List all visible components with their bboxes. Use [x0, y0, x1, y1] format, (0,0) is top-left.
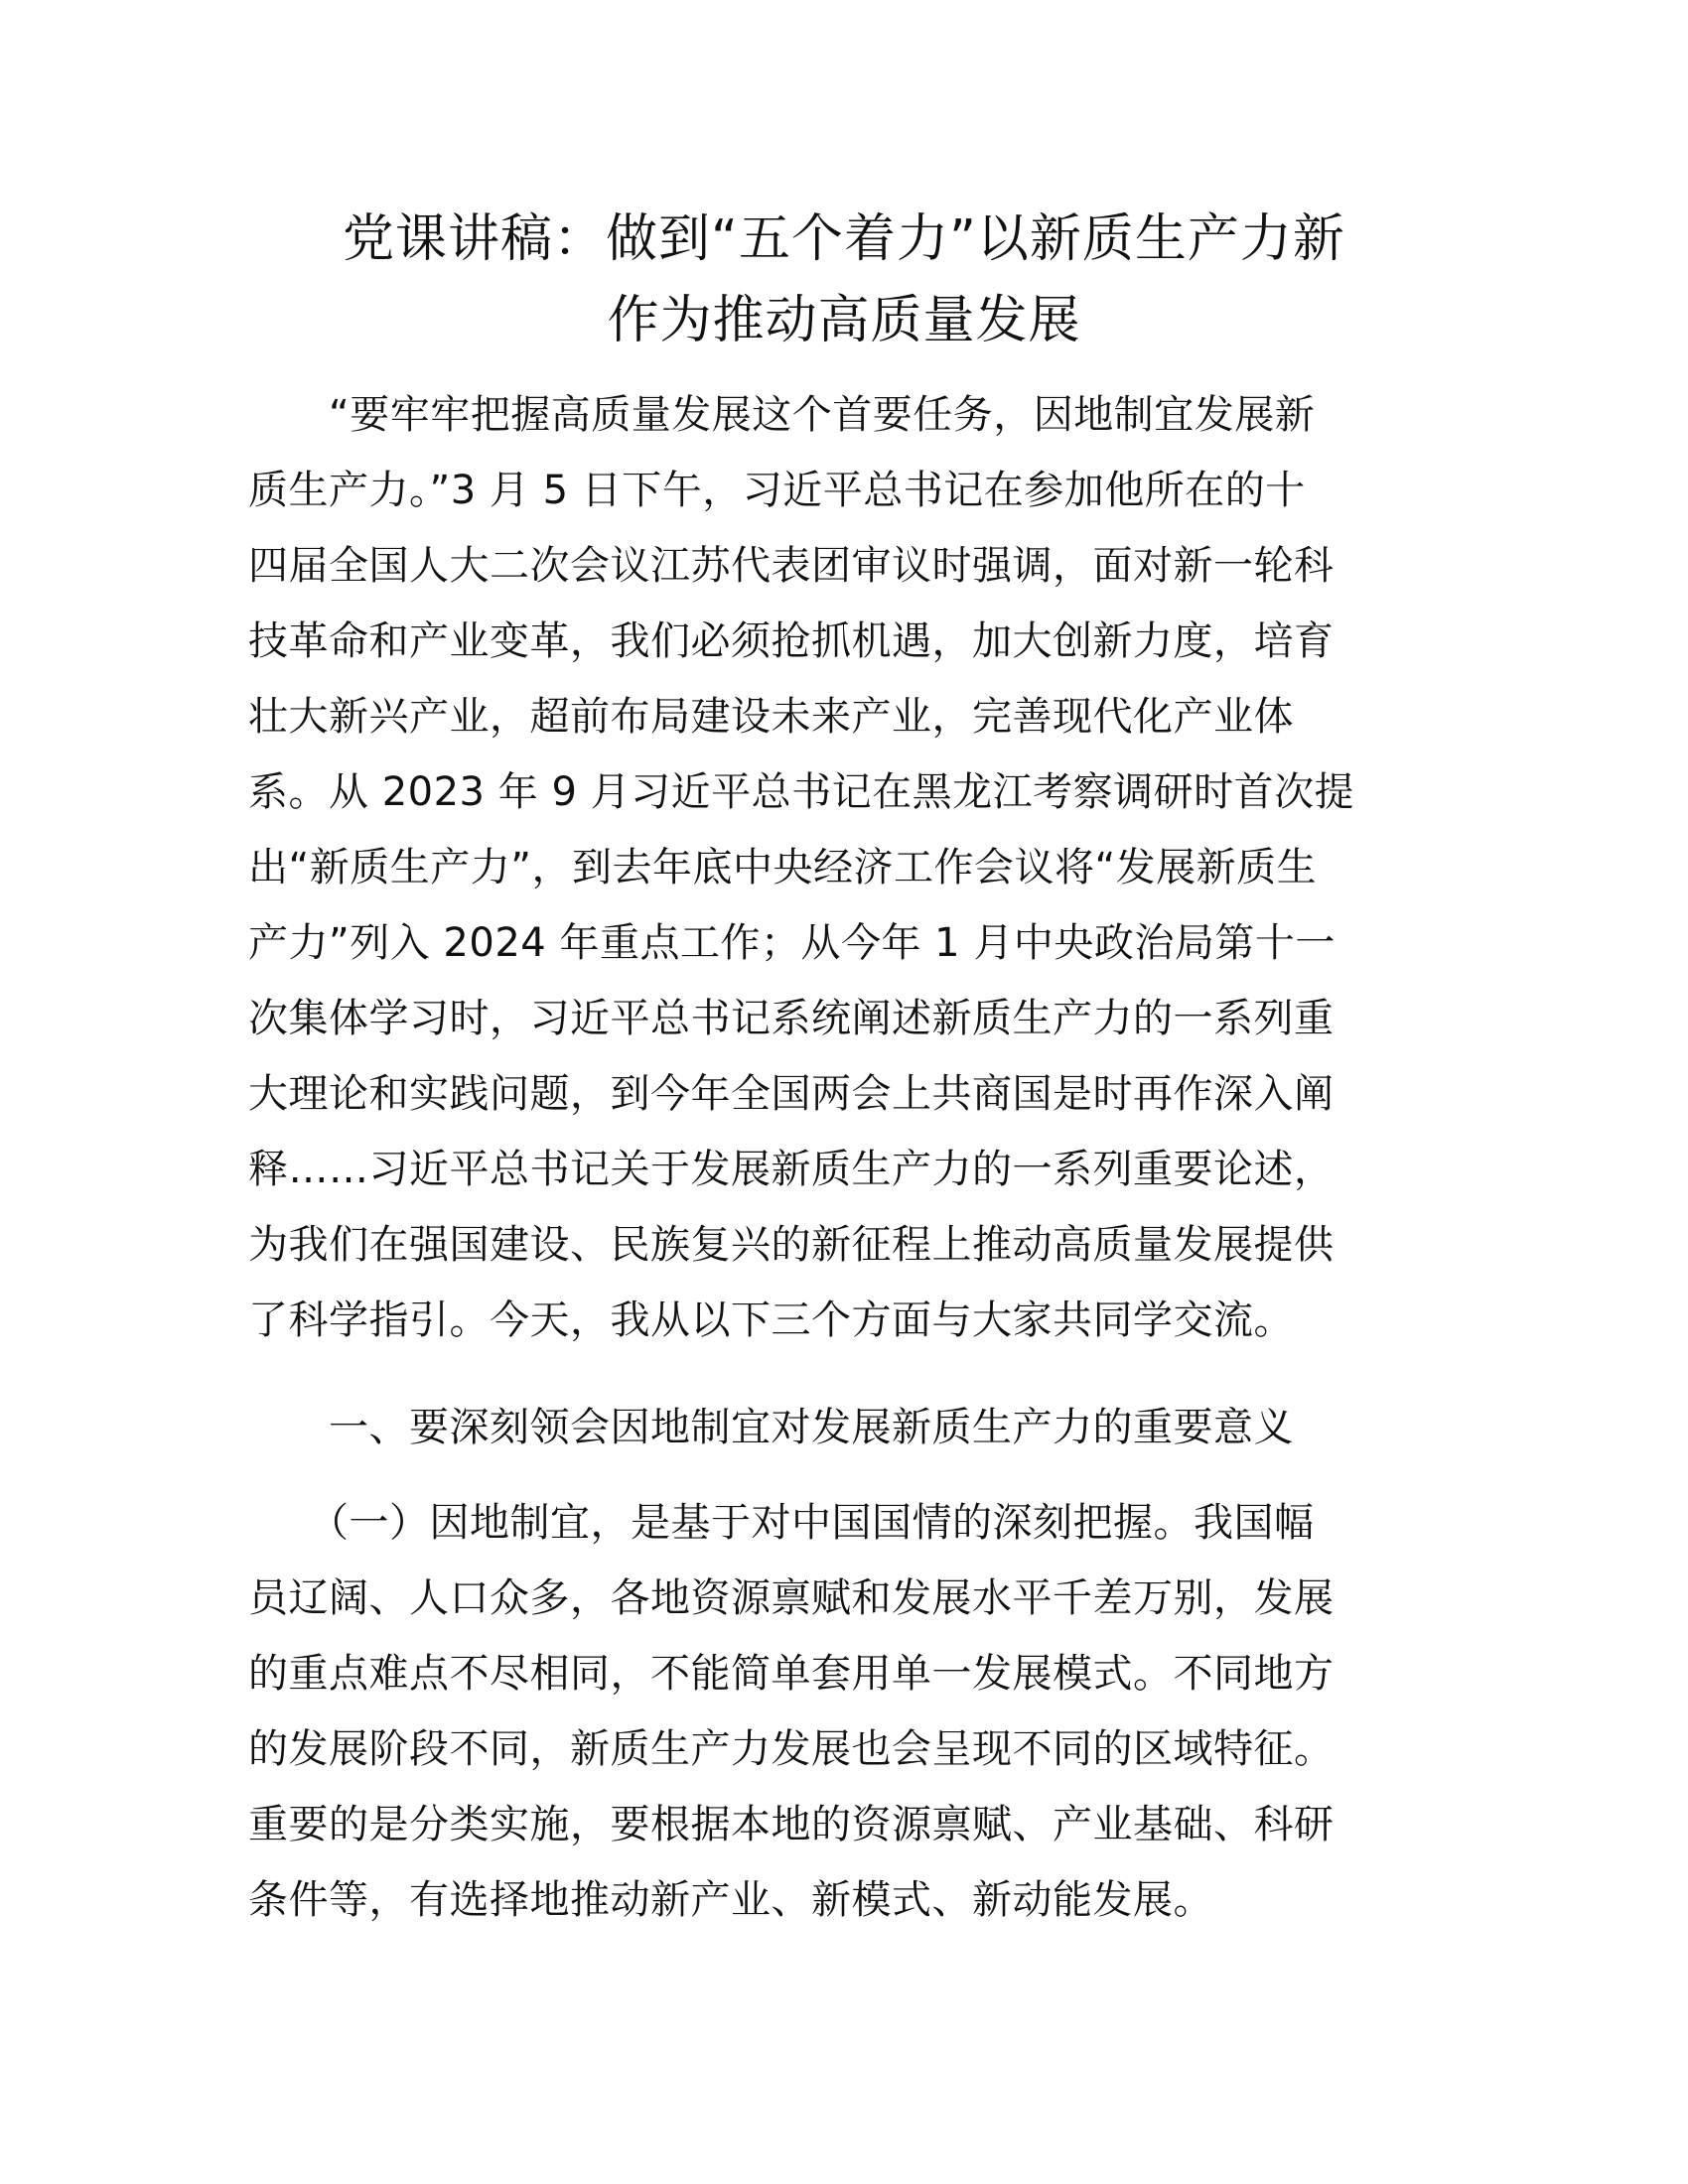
text-line: 产力”列入 2024 年重点工作；从今年 1 月中央政治局第十一	[248, 920, 1336, 966]
title-line: 作为推动高质量发展	[607, 291, 1081, 350]
text-line: 质生产力。”3 月 5 日下午，习近平总书记在参加他所在的十	[248, 468, 1306, 513]
text-line: 释……习近平总书记关于发展新质生产力的一系列重要论述，	[248, 1147, 1335, 1192]
text-line: 系。从 2023 年 9 月习近平总书记在黑龙江考察调研时首次提	[248, 769, 1355, 815]
text-line: 四届全国人大二次会议江苏代表团审议时强调，面对新一轮科	[248, 543, 1335, 589]
text-line: 了科学指引。今天，我从以下三个方面与大家共同学交流。	[248, 1297, 1294, 1343]
text-line: 的发展阶段不同，新质生产力发展也会呈现不同的区域特征。	[248, 1726, 1335, 1772]
section-heading-text: 一、要深刻领会因地制宜对发展新质生产力的重要意义	[248, 1405, 1294, 1450]
text-line: 的重点难点不尽相同，不能简单套用单一发展模式。不同地方	[248, 1651, 1335, 1697]
text-line: 条件等，有选择地推动新产业、新模式、新动能发展。	[248, 1877, 1213, 1923]
text-line: 出“新质生产力”，到去年底中央经济工作会议将“发展新质生	[248, 845, 1318, 890]
section-heading	[248, 1390, 1440, 1465]
text-line: “要牢牢把握高质量发展这个首要任务，因地制宜发展新	[248, 392, 1316, 438]
text-line: 壮大新兴产业，超前布局建设未来产业，完善现代化产业体	[248, 694, 1294, 740]
subsection-paragraph	[248, 1485, 1440, 1938]
text-line: （一）因地制宜，是基于对中国国情的深刻把握。我国幅	[248, 1500, 1315, 1546]
text-line: 技革命和产业变革，我们必须抢抓机遇，加大创新力度，培育	[248, 618, 1335, 664]
text-line: 员辽阔、人口众多，各地资源禀赋和发展水平千差万别，发展	[248, 1575, 1335, 1621]
text-line: 为我们在强国建设、民族复兴的新征程上推动高质量发展提供	[248, 1222, 1335, 1268]
text-line: 重要的是分类实施，要根据本地的资源禀赋、产业基础、科研	[248, 1802, 1335, 1847]
title-line: 党课讲稿：做到“五个着力”以新质生产力新	[343, 209, 1345, 269]
document-title	[238, 199, 1450, 361]
text-line: 大理论和实践问题，到今年全国两会上共商国是时再作深入阐	[248, 1071, 1335, 1117]
text-line: 次集体学习时，习近平总书记系统阐述新质生产力的一系列重	[248, 996, 1335, 1041]
intro-paragraph	[248, 377, 1440, 1358]
